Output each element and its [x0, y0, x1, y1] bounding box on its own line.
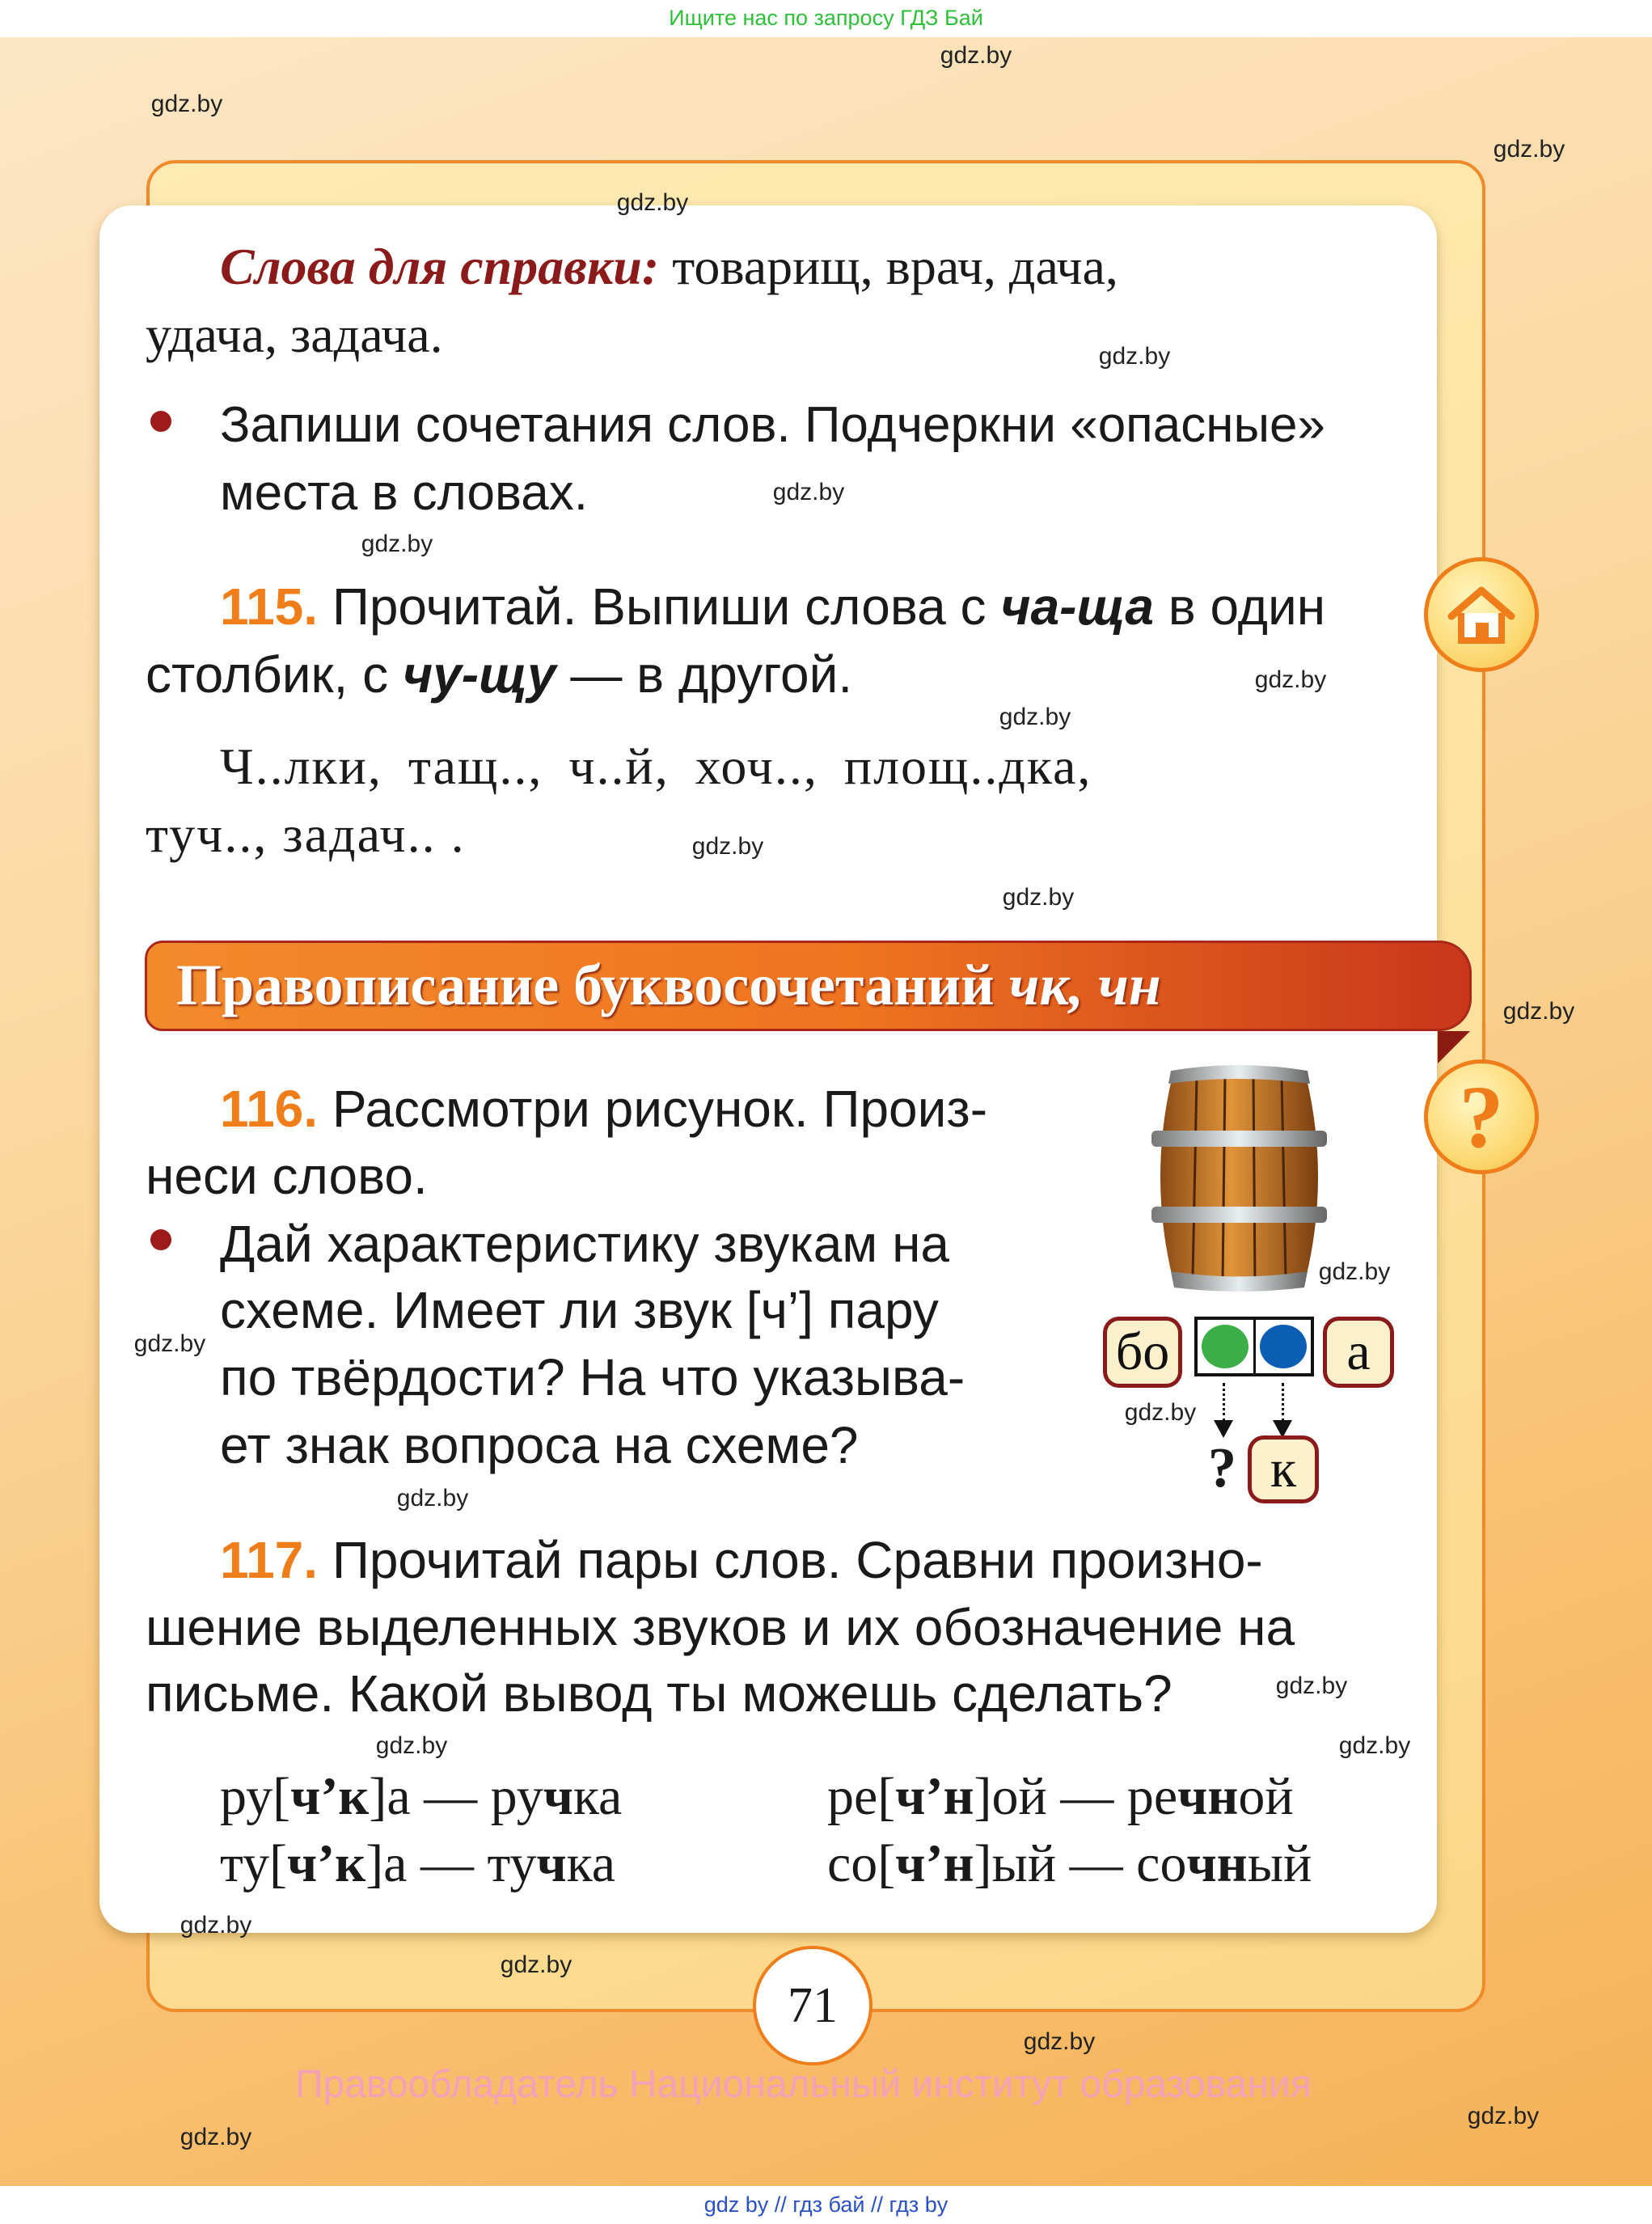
text: Рассмотри рисунок. Произ- [318, 1080, 988, 1138]
bullet1-line-2: места в словах. [220, 465, 588, 521]
dotted-arrow [1223, 1383, 1225, 1422]
sound: ч’к [290, 1767, 370, 1826]
banner-ribbon [1438, 1031, 1470, 1063]
t: ту[ [220, 1834, 287, 1893]
top-banner[interactable]: Ищите нас по запросу ГДЗ Бай [0, 0, 1652, 37]
exercise-number: 115. [220, 577, 319, 636]
watermark: gdz.by [1493, 136, 1565, 163]
watermark: gdz.by [500, 1951, 572, 1978]
reference-line-1 [220, 233, 1118, 301]
watermark: gdz.by [1502, 998, 1575, 1025]
word-pair [827, 1763, 1294, 1831]
reference-label: Слова для справки: [220, 238, 660, 295]
ex115-words-1: Ч..лки, тащ.., ч..й, хоч.., площ..дка, [220, 738, 1092, 795]
word-pair [220, 1830, 615, 1898]
watermark: gdz.by [396, 1485, 469, 1512]
watermark: gdz.by [999, 704, 1071, 730]
blue-dot [1260, 1325, 1307, 1368]
ex116-bullet-line: Дай характеристику звукам на [220, 1215, 949, 1273]
watermark: gdz.by [1467, 2103, 1540, 2129]
t: со[ [827, 1834, 896, 1893]
syllable-box-bo: бо [1103, 1317, 1182, 1388]
reference-words: товарищ, врач, дача, [659, 238, 1118, 295]
t: ]а — ру [369, 1767, 543, 1826]
watermark: gdz.by [375, 1732, 448, 1759]
ex116-bullet-line: ет знак вопроса на схеме? [220, 1416, 859, 1474]
barrel-illustration [1148, 1059, 1330, 1294]
question-button[interactable] [1424, 1059, 1539, 1174]
watermark: gdz.by [1023, 2028, 1096, 2055]
t: ]ый — со [974, 1834, 1187, 1893]
bullet-icon [150, 1229, 171, 1250]
watermark: gdz.by [1098, 343, 1171, 370]
highlight: чу-щу [402, 645, 556, 704]
t: ]а — ту [365, 1834, 537, 1893]
home-button[interactable] [1424, 557, 1539, 672]
ex117-line-3: письме. Какой вывод ты можешь сделать? [146, 1664, 1172, 1723]
question-mark: ? [1208, 1437, 1236, 1499]
watermark: gdz.by [361, 531, 433, 557]
page-number: 71 [753, 1946, 872, 2065]
letter: ч [543, 1767, 573, 1826]
heading-text: Правописание буквосочетаний [176, 953, 1009, 1017]
sound-cell [1253, 1320, 1312, 1373]
watermark: gdz.by [150, 91, 223, 117]
green-dot [1202, 1325, 1249, 1368]
highlight: ча-ща [1000, 577, 1154, 636]
home-icon [1445, 582, 1518, 647]
text: — в другой. [556, 645, 853, 704]
bullet1-line-1: Запиши сочетания слов. Подчеркни «опасные» [220, 397, 1325, 453]
t: ре[ [827, 1767, 896, 1826]
ex115-line-1 [220, 573, 1325, 641]
letter-box-k: к [1248, 1435, 1319, 1503]
watermark: gdz.by [1275, 1672, 1348, 1699]
ex116-bullet-line: по твёрдости? На что указыва- [220, 1348, 965, 1406]
watermark: gdz.by [133, 1330, 206, 1357]
section-heading [176, 945, 1161, 1025]
exercise-number: 116. [220, 1080, 319, 1138]
watermark: gdz.by [772, 479, 845, 505]
ex115-line-2 [146, 641, 852, 708]
syllable-box-a: а [1323, 1317, 1394, 1388]
sound: ч’к [286, 1834, 366, 1893]
text: в один [1153, 577, 1326, 636]
ex116-line-1 [220, 1075, 987, 1143]
t: ый [1247, 1834, 1312, 1893]
t: ру[ [220, 1767, 291, 1826]
t: ]ой — ре [974, 1767, 1178, 1826]
sound-scheme [1194, 1317, 1314, 1376]
t: ка [566, 1834, 616, 1893]
dotted-arrow [1282, 1383, 1284, 1422]
text: Прочитай пары слов. Сравни произно- [318, 1531, 1263, 1589]
copyright-text: Правообладатель Национальный институт образования [295, 2063, 1312, 2106]
watermark: gdz.by [1318, 1258, 1391, 1285]
ex116-line-2: неси слово. [146, 1147, 428, 1205]
t: ой [1238, 1767, 1294, 1826]
ex115-words-2: туч.., задач.. . [146, 805, 466, 863]
text: столбик, с [146, 645, 403, 704]
letter: чн [1186, 1834, 1248, 1893]
ex117-line-1 [220, 1526, 1263, 1594]
ex117-line-2: шение выделенных звуков и их обозначение на [146, 1598, 1295, 1656]
word-pair [827, 1830, 1312, 1898]
letter: чн [1177, 1767, 1239, 1826]
reference-line-2: удача, задача. [146, 306, 443, 363]
watermark: gdz.by [691, 833, 764, 860]
watermark: gdz.by [180, 2124, 252, 2150]
watermark: gdz.by [1338, 1732, 1411, 1759]
ex116-bullet-line: схеме. Имеет ли звук [ч’] пару [220, 1281, 939, 1339]
text: Прочитай. Выпиши слова с [318, 577, 1001, 636]
sound: ч’н [895, 1834, 974, 1893]
t: ка [572, 1767, 623, 1826]
sound: ч’н [895, 1767, 974, 1826]
watermark: gdz.by [616, 189, 689, 216]
bullet-icon [150, 411, 171, 432]
watermark: gdz.by [1124, 1399, 1197, 1426]
watermark: gdz.by [940, 42, 1012, 69]
heading-italic: чк, чн [1008, 953, 1161, 1017]
arrow-head-icon [1214, 1420, 1233, 1438]
watermark: gdz.by [1002, 884, 1075, 911]
bottom-banner[interactable]: gdz by // гдз бай // гдз by [0, 2186, 1652, 2224]
watermark: gdz.by [180, 1912, 252, 1939]
exercise-number: 117. [220, 1531, 319, 1589]
question-icon: ? [1459, 1068, 1504, 1166]
letter: ч [536, 1834, 567, 1893]
watermark: gdz.by [1254, 666, 1327, 693]
word-pair [220, 1763, 622, 1831]
sound-cell [1198, 1320, 1253, 1373]
